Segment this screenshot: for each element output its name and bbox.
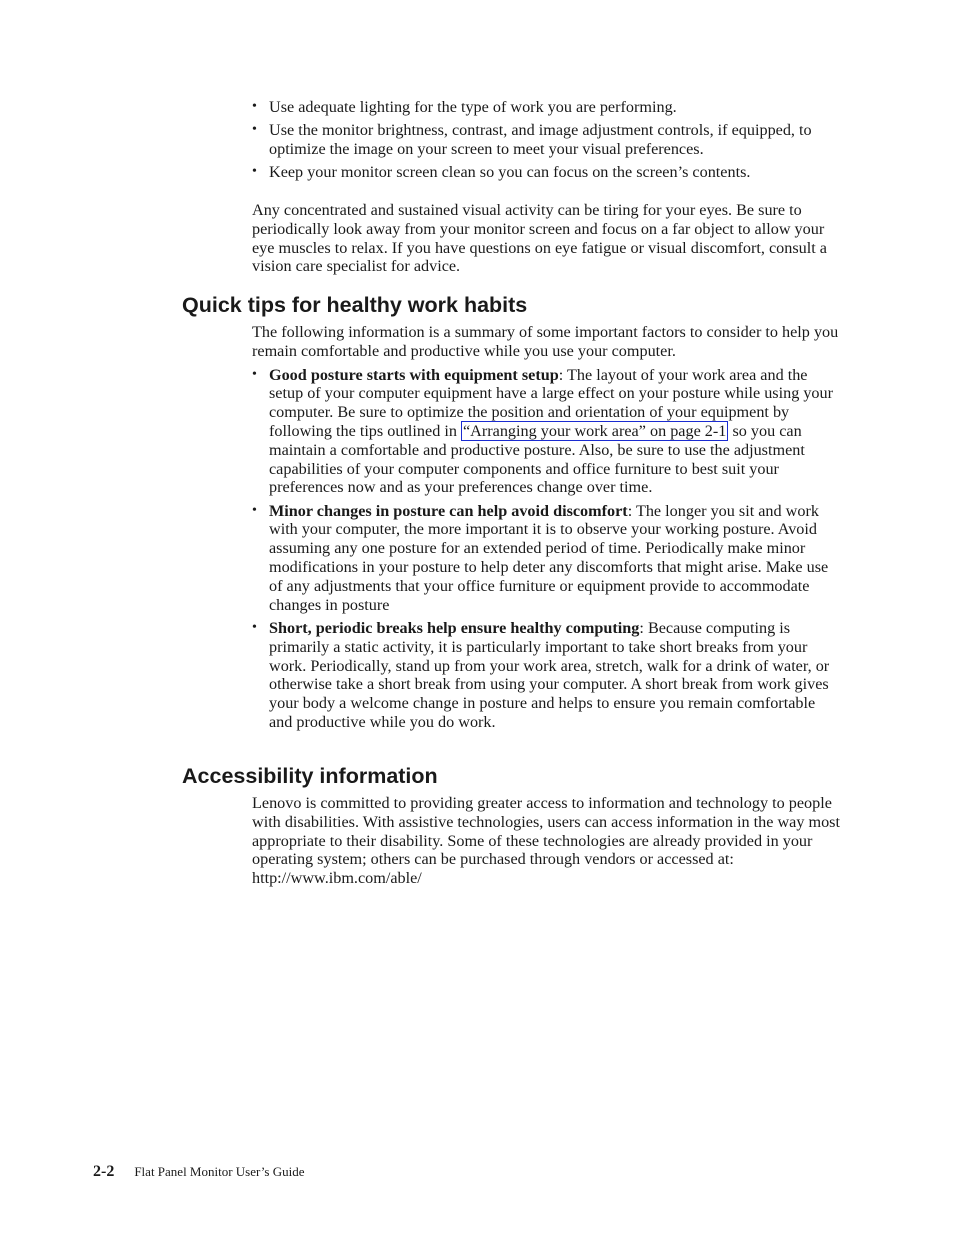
tip-title: Minor changes in posture can help avoid discomfort (269, 501, 628, 520)
list-item (252, 619, 842, 732)
bullet-text: Keep your monitor screen clean so you can focus on the screen’s contents. (269, 163, 751, 182)
tip-text: so you can maintain a comfortable and productive posture. Also, be sure to use the adjustment capabilities of your computer components and office furniture to best suit your preferences now and as your preferences change over time. (269, 421, 805, 497)
cross-reference-link[interactable]: “Arranging your work area” on page 2-1 (463, 421, 727, 440)
list-item (252, 121, 842, 159)
list-item (252, 502, 842, 615)
tip-text: : The layout of your work area and the setup of your computer equipment have a large effect on your posture while using your computer. Be sure to optimize the position and orientation of your equipment by following the tips outlined in (269, 365, 834, 440)
quick-tips-intro: The following information is a summary of some important factors to consider to help you remain comfortable and productive while you use your computer. (252, 323, 839, 360)
list-item (252, 366, 842, 498)
page-number: 2-2 (93, 1163, 115, 1180)
bullet-text: Use adequate lighting for the type of work you are performing. (269, 98, 677, 116)
list-item (252, 163, 842, 182)
intro-bullet-list (252, 98, 842, 187)
paragraph-text: Any concentrated and sustained visual activity can be tiring for your eyes. Be sure to periodically look away from your monitor screen and focus on a far object to allow your eye muscles to relax. If you have questions on eye fatigue or visual discomfort, consult a vision care specialist for advice. (252, 201, 827, 276)
page-footer (93, 1163, 305, 1181)
tip-text: : Because computing is primarily a static activity, it is particularly important to take short breaks from your work. Periodically, stand up from your work area, stretch, walk for a drink of water, or otherwise take a short break from using your computer. A short break from work gives your body a welcome change in posture and helps to ensure you remain comfortable and productive while you do work. (269, 618, 830, 731)
tip-text: : The longer you sit and work with your computer, the more important it is to observe your working posture. Avoid assuming any one posture for an extended period of time. Periodically make minor modifications in your posture to help deter any discomforts that might arise. Make use of any adjustments that your office furniture or equipment provide to accommodate changes in posture (269, 501, 829, 614)
quick-tips-section (252, 323, 842, 736)
accessibility-text: Lenovo is committed to providing greater access to information and technology to people with disabilities. With assistive technologies, users can access information in the way most appropriate to their disability. Some of these technologies are already provided in your operating system; others can be purchased through vendors or accessed at: http://www.ibm.com/able/ (252, 794, 840, 888)
accessibility-section (252, 794, 842, 888)
bullet-text: Use the monitor brightness, contrast, and image adjustment controls, if equipped, to optimize the image on your screen to meet your visual preferences. (269, 121, 812, 159)
eye-fatigue-paragraph (252, 201, 842, 276)
section-heading-accessibility: Accessibility information (182, 764, 438, 788)
document-title: Flat Panel Monitor User’s Guide (134, 1164, 305, 1179)
section-heading-quick-tips: Quick tips for healthy work habits (182, 293, 528, 317)
tip-title: Short, periodic breaks help ensure healthy computing (269, 618, 640, 637)
tip-title: Good posture starts with equipment setup (269, 365, 559, 384)
list-item (252, 98, 842, 117)
